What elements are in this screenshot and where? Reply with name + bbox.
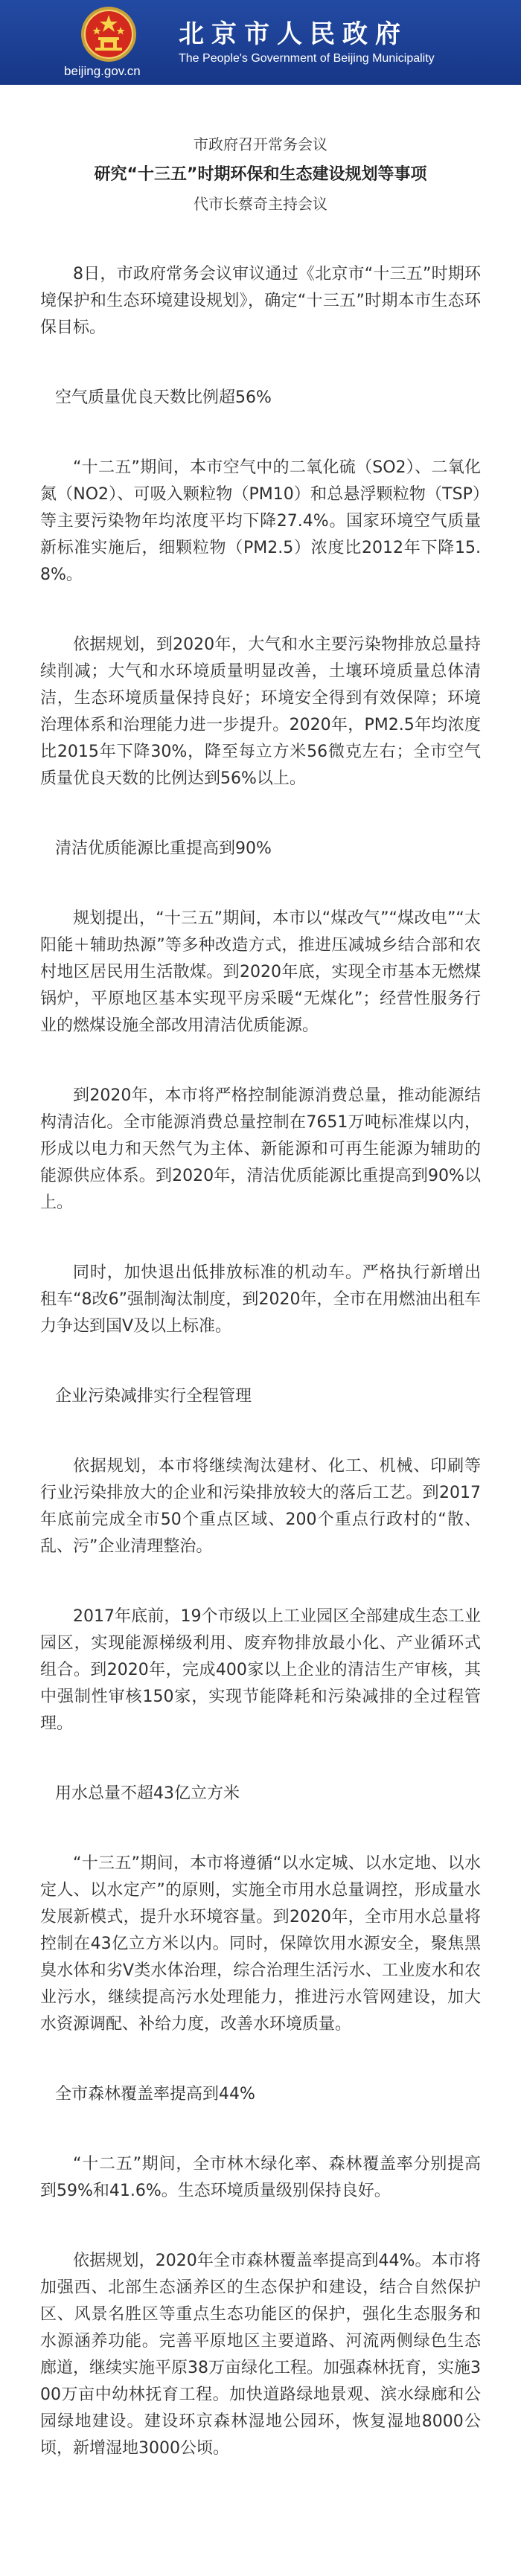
paragraph: 2017年底前，19个市级以上工业园区全部建成生态工业园区，实现能源梯级利用、废弃物排放最小化、产业循环式组合。到2020年，完成400家以上企业的清洁生产审核，其中强制性审核150家，实现节能降耗和污染减排的全过程管理。 bbox=[40, 1607, 481, 1733]
article-title: 研究“十三五”时期环保和生态建设规划等事项 bbox=[94, 165, 427, 184]
article-subtitle: 代市长蔡奇主持会议 bbox=[194, 195, 327, 213]
paragraph: 依据规划，2020年全市森林覆盖率提高到44%。本市将加强西、北部生态涵养区的生态保护和建设，结合自然保护区、风景名胜区等重点生态功能区的保护，强化生态服务和水源涵养功能。完善平原地区主要道路、河流两侧绿色生态廊道，继续实施平原38万亩绿化工程。加强森林抚育，实施300万亩中幼林抚育工程。加快道路绿地景观、滨水绿廊和公园绿地建设。建设环京森林湿地公园环，恢复湿地8000公顷，新增湿地3000公顷。 bbox=[40, 2252, 481, 2458]
site-header bbox=[0, 0, 521, 85]
site-name-en: The People's Government of Beijing Municipality bbox=[179, 52, 435, 65]
section-heading: 空气质量优良天数比例超56% bbox=[55, 388, 272, 407]
article-body bbox=[0, 85, 521, 2462]
section-heading: 清洁优质能源比重提高到90% bbox=[55, 839, 272, 858]
paragraph: “十三五”期间，本市将遵循“以水定城、以水定地、以水定人、以水定产”的原则，实施全市用水总量调控，形成量水发展新模式，提升水环境容量。到2020年，全市用水总量将控制在43亿立方米以内。同时，保障饮用水源安全，聚焦黑臭水体和劣Ⅴ类水体治理，综合治理生活污水、工业废水和农业污水，继续提高污水处理能力，推进污水管网建设，加大水资源调配、补给力度，改善水环境质量。 bbox=[40, 1854, 481, 2034]
paragraph: “十二五”期间，全市林木绿化率、森林覆盖率分别提高到59%和41.6%。生态环境质量级别保持良好。 bbox=[40, 2155, 481, 2200]
section-heading: 全市森林覆盖率提高到44% bbox=[55, 2085, 255, 2104]
paragraph: 依据规划，本市将继续淘汰建材、化工、机械、印刷等行业污染排放大的企业和污染排放较大的落后工艺。到2017年底前完成全市50个重点区域、200个重点行政村的“散、乱、污”企业清理整治。 bbox=[40, 1457, 481, 1556]
article-intro: 8日，市政府常务会议审议通过《北京市“十三五”时期环境保护和生态环境建设规划》，确定“十三五”时期本市生态环保目标。 bbox=[40, 265, 481, 337]
paragraph: 依据规划，到2020年，大气和水主要污染物排放总量持续削减；大气和水环境质量明显改善，土壤环境质量总体清洁，生态环境质量保持良好；环境安全得到有效保障；环境治理体系和治理能力进一步提升。2020年，PM2.5年均浓度比2015年下降30%，降至每立方米56微克左右；全市空气质量优良天数的比例达到56%以上。 bbox=[40, 635, 481, 788]
paragraph: 规划提出，“十三五”期间，本市以“煤改气”“煤改电”“太阳能＋辅助热源”等多种改造方式，推进压减城乡结合部和农村地区居民用生活散煤。到2020年底，实现全市基本无燃煤锅炉，平原地区基本实现平房采暖“无煤化”；经营性服务行业的燃煤设施全部改用清洁优质能源。 bbox=[40, 909, 481, 1035]
article-title-block bbox=[40, 85, 481, 214]
article-kicker: 市政府召开常务会议 bbox=[194, 135, 327, 153]
paragraph: 到2020年，本市将严格控制能源消费总量，推动能源结构清洁化。全市能源消费总量控制在7651万吨标准煤以内，形成以电力和天然气为主体、新能源和可再生能源为辅助的能源供应体系。到2020年，清洁优质能源比重提高到90%以上。 bbox=[40, 1086, 481, 1212]
section-heading: 企业污染减排实行全程管理 bbox=[55, 1387, 252, 1406]
paragraph: 同时，加快退出低排放标准的机动车。严格执行新增出租车“8改6”强制淘汰制度，到2020年，全市在用燃油出租车力争达到国Ⅴ及以上标准。 bbox=[40, 1263, 481, 1336]
site-domain: beijing.gov.cn bbox=[64, 64, 141, 78]
paragraph: “十二五”期间，本市空气中的二氧化硫（SO2）、二氧化氮（NO2）、可吸入颗粒物（PM10）和总悬浮颗粒物（TSP）等主要污染物年均浓度平均下降27.4%。国家环境空气质量新标准实施后，细颗粒物（PM2.5）浓度比2012年下降15.8%。 bbox=[40, 458, 481, 584]
site-name-cn: 北京市人民政府 bbox=[179, 19, 408, 49]
section-heading: 用水总量不超43亿立方米 bbox=[55, 1784, 240, 1803]
national-emblem-icon bbox=[79, 4, 138, 64]
